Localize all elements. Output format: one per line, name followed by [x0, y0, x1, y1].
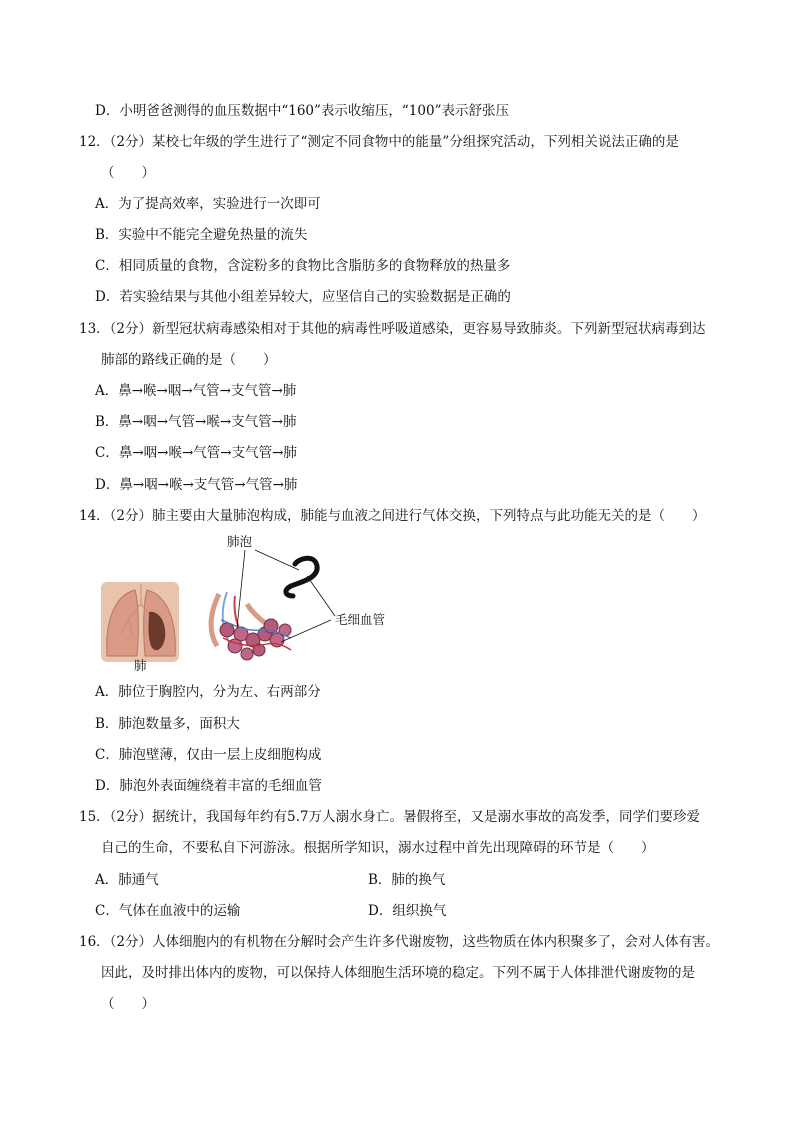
q13-option-d: D．鼻→咽→喉→支气管→气管→肺 [95, 477, 298, 493]
q12-option-c: C．相同质量的食物，含淀粉多的食物比含脂肪多的食物释放的热量多 [95, 258, 511, 274]
alveolus-label: 肺泡 [227, 534, 253, 549]
q15-stem: 15．（2分）据统计，我国每年约有5.7万人溺水身亡。暑假将至，又是溺水事故的高发季，同学们要珍爱 [79, 809, 700, 825]
q12-stem-cont: （ ） [101, 165, 155, 181]
q12-option-a: A．为了提高效率，实验进行一次即可 [95, 196, 321, 212]
q14-option-a: A．肺位于胸腔内，分为左、右两部分 [95, 684, 321, 700]
q14-option-c: C．肺泡壁薄，仅由一层上皮细胞构成 [95, 747, 322, 763]
q15-option-b: B．肺的换气 [368, 872, 446, 888]
q15-stem-cont: 自己的生命，不要私自下河游泳。根据所学知识，溺水过程中首先出现障碍的环节是（ ） [101, 840, 655, 856]
q13-option-c: C．鼻→咽→喉→气管→支气管→肺 [95, 445, 297, 461]
q13-stem-cont: 肺部的路线正确的是（ ） [101, 352, 277, 368]
alveolus-cluster-illustration [211, 592, 291, 660]
q16-stem: 16．（2分）人体细胞内的有机物在分解时会产生许多代谢废物，这些物质在体内积聚多了，会对人体有害。 [79, 934, 720, 950]
q12-option-b: B．实验中不能完全避免热量的流失 [95, 227, 308, 243]
q13-stem: 13．（2分）新型冠状病毒感染相对于其他的病毒性呼吸道感染，更容易导致肺炎。下列新型冠状病毒到达 [79, 321, 706, 337]
q14-stem: 14．（2分）肺主要由大量肺泡构成，肺能与血液之间进行气体交换，下列特点与此功能无关的是（ ） [79, 508, 706, 524]
q13-option-a: A．鼻→喉→咽→气管→支气管→肺 [95, 383, 297, 399]
q12-stem: 12．（2分）某校七年级的学生进行了“测定不同食物中的能量”分组探究活动，下列相关说法正确的是 [79, 134, 679, 150]
q12-option-d: D．若实验结果与其他小组差异较大，应坚信自己的实验数据是正确的 [95, 289, 511, 305]
q14-option-b: B．肺泡数量多，面积大 [95, 716, 240, 732]
capillary-label: 毛细血管 [335, 612, 386, 627]
q16-stem-cont: 因此，及时排出体内的废物，可以保持人体细胞生活环境的稳定。下列不属于人体排泄代谢废物的是 [101, 965, 695, 981]
alveolus-leader-line-2 [237, 550, 245, 628]
q14-option-d: D．肺泡外表面缠绕着丰富的毛细血管 [95, 778, 322, 794]
q13-option-b: B．鼻→咽→气管→喉→支气管→肺 [95, 414, 297, 430]
q11-option-d: D．小明爸爸测得的血压数据中“160”表示收缩压，“100”表示舒张压 [95, 103, 509, 119]
alveolus-leader-line [255, 550, 299, 570]
q16-stem-cont-2: （ ） [101, 996, 155, 1012]
q15-option-a: A．肺通气 [95, 872, 159, 888]
bronchiole-illustration [286, 558, 317, 596]
capillary-leader-line [307, 576, 335, 616]
lung-illustration [101, 582, 179, 662]
q15-option-d: D．组织换气 [368, 903, 447, 919]
lung-label: 肺 [134, 658, 147, 673]
q15-option-c: C．气体在血液中的运输 [95, 903, 241, 919]
lung-alveolus-figure [95, 534, 405, 674]
